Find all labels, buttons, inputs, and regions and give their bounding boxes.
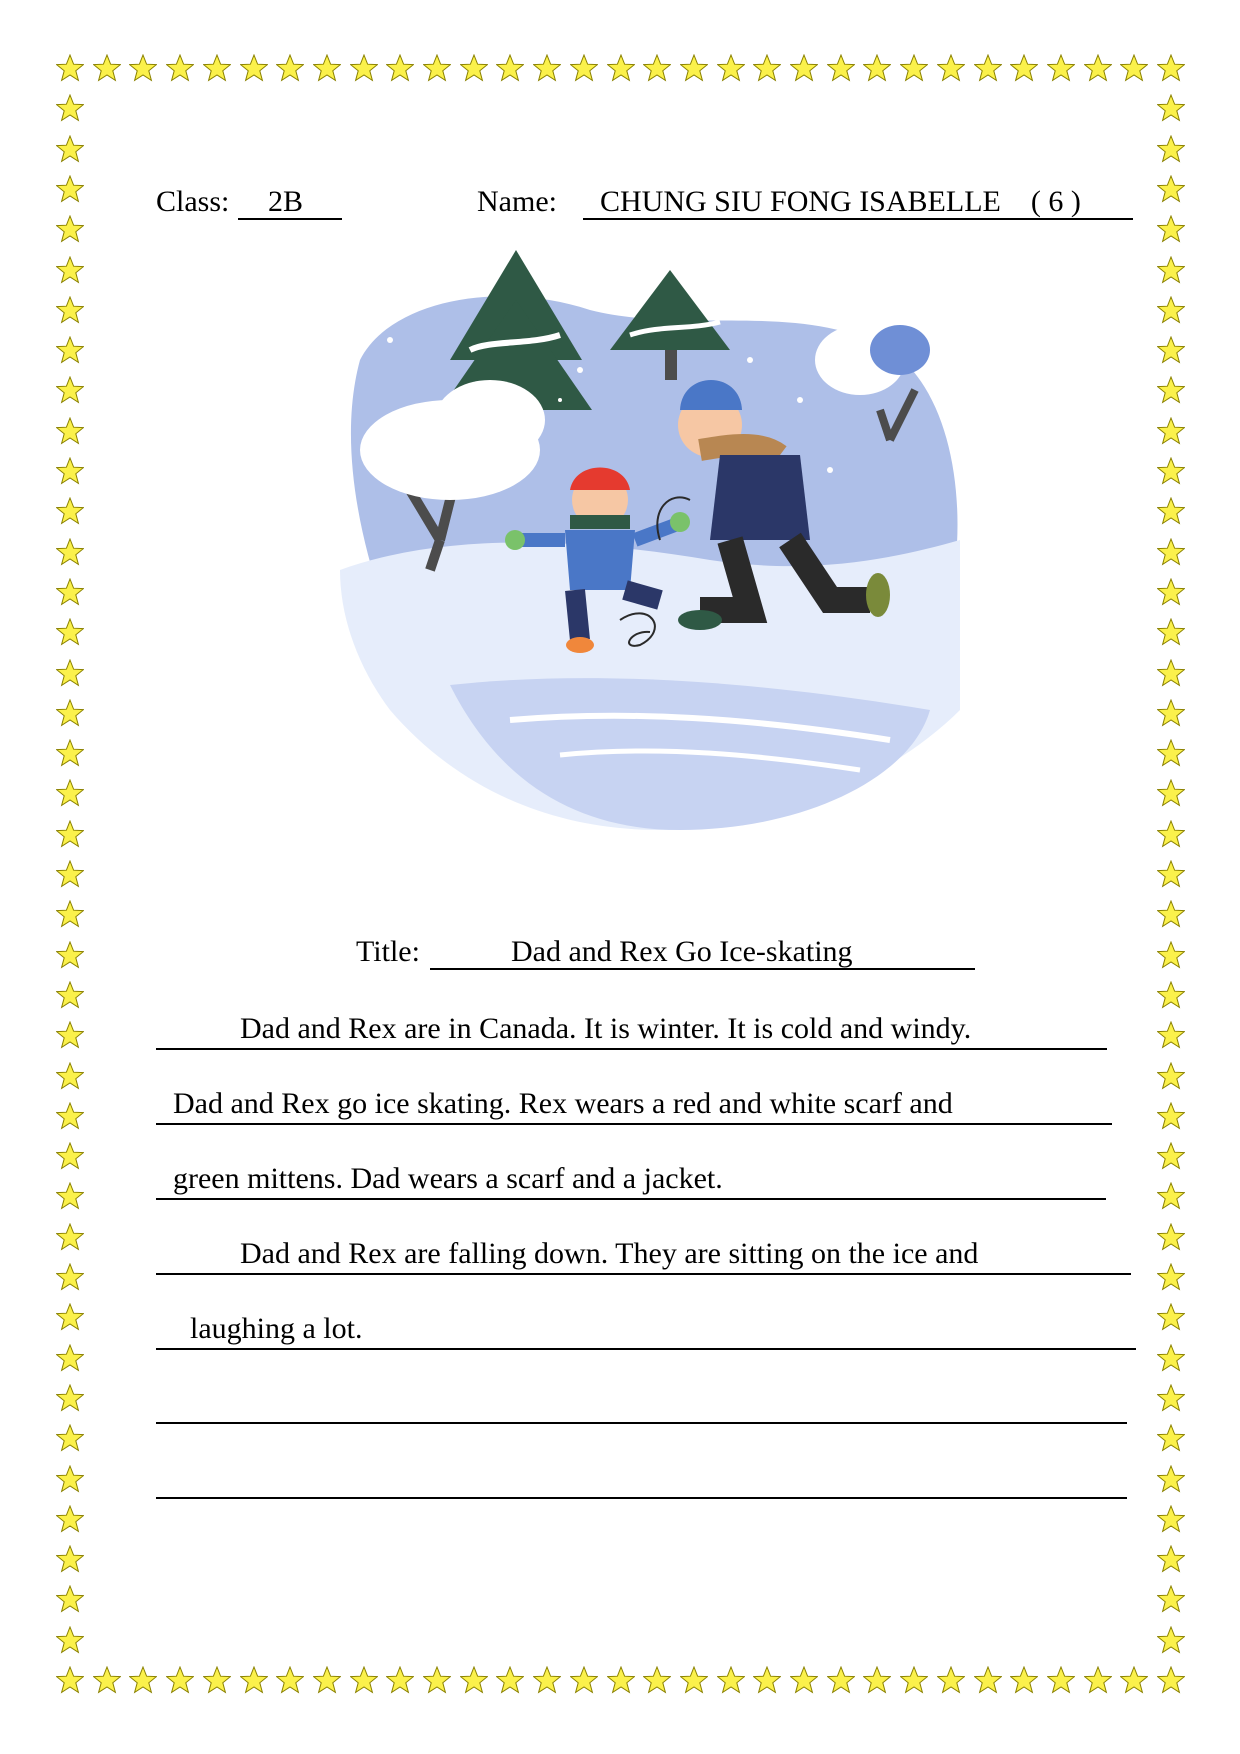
star-icon (1157, 1384, 1185, 1412)
star-icon (56, 820, 84, 848)
star-icon (56, 618, 84, 646)
star-icon (1047, 54, 1075, 82)
star-icon (93, 54, 121, 82)
star-icon (1157, 941, 1185, 969)
star-icon (1157, 618, 1185, 646)
star-icon (129, 1666, 157, 1694)
star-icon (56, 1021, 84, 1049)
star-icon (56, 941, 84, 969)
star-icon (1157, 135, 1185, 163)
star-icon (790, 54, 818, 82)
star-icon (56, 538, 84, 566)
star-icon (460, 54, 488, 82)
story-line-text: laughing a lot. (190, 1312, 363, 1345)
star-icon (276, 1666, 304, 1694)
star-icon (56, 1102, 84, 1130)
star-icon (1157, 699, 1185, 727)
star-icon (1157, 1062, 1185, 1090)
star-icon (240, 1666, 268, 1694)
star-icon (1084, 54, 1112, 82)
star-icon (900, 54, 928, 82)
star-icon (56, 376, 84, 404)
star-icon (56, 417, 84, 445)
star-icon (1157, 578, 1185, 606)
star-icon (56, 1062, 84, 1090)
star-icon (570, 1666, 598, 1694)
star-icon (1157, 1424, 1185, 1452)
story-line (156, 1162, 1106, 1200)
star-icon (974, 1666, 1002, 1694)
star-icon (1157, 860, 1185, 888)
story-line (156, 1012, 1107, 1050)
star-icon (937, 1666, 965, 1694)
star-icon (56, 457, 84, 485)
star-icon (56, 578, 84, 606)
star-icon (496, 54, 524, 82)
star-icon (56, 981, 84, 1009)
star-icon (1157, 497, 1185, 525)
star-icon (937, 54, 965, 82)
star-icon (1157, 820, 1185, 848)
star-icon (1157, 1666, 1185, 1694)
star-icon (350, 1666, 378, 1694)
star-icon (1157, 1182, 1185, 1210)
story-line (156, 1461, 1127, 1499)
star-icon (1120, 1666, 1148, 1694)
star-icon (56, 54, 84, 82)
star-icon (680, 54, 708, 82)
star-icon (56, 1465, 84, 1493)
star-icon (1157, 256, 1185, 284)
star-icon (56, 900, 84, 928)
star-icon (56, 1505, 84, 1533)
star-icon (240, 54, 268, 82)
star-icon (56, 1424, 84, 1452)
star-icon (56, 1142, 84, 1170)
star-icon (166, 54, 194, 82)
star-icon (863, 54, 891, 82)
star-icon (56, 256, 84, 284)
star-icon (643, 1666, 671, 1694)
star-icon (1010, 1666, 1038, 1694)
story-line (156, 1386, 1127, 1424)
star-icon (1157, 336, 1185, 364)
star-icon (56, 1223, 84, 1251)
star-icon (1157, 900, 1185, 928)
star-icon (56, 1344, 84, 1372)
star-icon (203, 1666, 231, 1694)
star-icon (753, 1666, 781, 1694)
star-icon (56, 1263, 84, 1291)
star-icon (129, 54, 157, 82)
winter-ice-skating-illustration (330, 240, 970, 840)
star-icon (56, 1626, 84, 1654)
star-icon (313, 1666, 341, 1694)
star-icon (827, 54, 855, 82)
star-icon (56, 1384, 84, 1412)
class-label: Class: (156, 185, 230, 218)
star-icon (386, 54, 414, 82)
star-icon (56, 1182, 84, 1210)
star-icon (1157, 1263, 1185, 1291)
star-icon (56, 175, 84, 203)
story-line (156, 1087, 1112, 1125)
star-icon (1157, 1545, 1185, 1573)
star-icon (680, 1666, 708, 1694)
star-icon (423, 1666, 451, 1694)
star-icon (1047, 1666, 1075, 1694)
star-icon (827, 1666, 855, 1694)
star-icon (1157, 1626, 1185, 1654)
story-line-text: green mittens. Dad wears a scarf and a jacket. (173, 1162, 723, 1195)
star-icon (570, 54, 598, 82)
star-icon (1157, 1344, 1185, 1372)
star-icon (1157, 457, 1185, 485)
star-icon (974, 54, 1002, 82)
star-icon (56, 135, 84, 163)
star-icon (1157, 1021, 1185, 1049)
star-icon (460, 1666, 488, 1694)
class-value: 2B (268, 185, 304, 218)
star-icon (93, 1666, 121, 1694)
star-icon (533, 54, 561, 82)
star-icon (56, 215, 84, 243)
star-icon (386, 1666, 414, 1694)
star-icon (1157, 739, 1185, 767)
star-icon (1157, 1585, 1185, 1613)
star-icon (717, 1666, 745, 1694)
star-icon (643, 54, 671, 82)
star-icon (56, 659, 84, 687)
star-icon (1157, 175, 1185, 203)
star-icon (1010, 54, 1038, 82)
star-icon (1157, 376, 1185, 404)
star-icon (1157, 1102, 1185, 1130)
star-icon (1157, 1505, 1185, 1533)
star-icon (607, 1666, 635, 1694)
star-icon (1157, 981, 1185, 1009)
star-icon (1157, 94, 1185, 122)
name-value: CHUNG SIU FONG ISABELLE ( 6 ) (600, 185, 1081, 218)
story-line-text: Dad and Rex are in Canada. It is winter. It is cold and windy. (240, 1012, 972, 1045)
star-icon (1157, 417, 1185, 445)
star-icon (313, 54, 341, 82)
star-icon (607, 54, 635, 82)
star-icon (1084, 1666, 1112, 1694)
star-icon (717, 54, 745, 82)
star-icon (533, 1666, 561, 1694)
star-icon (276, 54, 304, 82)
star-icon (1120, 54, 1148, 82)
star-icon (56, 860, 84, 888)
star-icon (496, 1666, 524, 1694)
star-icon (56, 1303, 84, 1331)
story-line (156, 1312, 1136, 1350)
star-icon (56, 699, 84, 727)
star-icon (1157, 1303, 1185, 1331)
star-icon (1157, 296, 1185, 324)
star-icon (1157, 659, 1185, 687)
star-icon (56, 336, 84, 364)
name-label: Name: (477, 185, 557, 218)
star-icon (423, 54, 451, 82)
title-label: Title: (356, 935, 420, 968)
star-icon (1157, 779, 1185, 807)
star-icon (1157, 1465, 1185, 1493)
star-icon (790, 1666, 818, 1694)
star-icon (56, 739, 84, 767)
star-icon (56, 779, 84, 807)
star-icon (56, 296, 84, 324)
star-icon (753, 54, 781, 82)
story-line-text: Dad and Rex are falling down. They are sitting on the ice and (240, 1237, 979, 1270)
star-icon (1157, 1223, 1185, 1251)
star-icon (166, 1666, 194, 1694)
star-icon (350, 54, 378, 82)
star-icon (863, 1666, 891, 1694)
star-icon (1157, 215, 1185, 243)
star-icon (1157, 538, 1185, 566)
star-icon (56, 497, 84, 525)
story-line-text: Dad and Rex go ice skating. Rex wears a red and white scarf and (173, 1087, 953, 1120)
title-value: Dad and Rex Go Ice-skating (511, 935, 853, 968)
star-icon (1157, 1142, 1185, 1170)
star-icon (900, 1666, 928, 1694)
star-icon (56, 1545, 84, 1573)
star-icon (203, 54, 231, 82)
story-line (156, 1237, 1131, 1275)
star-icon (1157, 54, 1185, 82)
star-icon (56, 94, 84, 122)
star-icon (56, 1666, 84, 1694)
star-icon (56, 1585, 84, 1613)
